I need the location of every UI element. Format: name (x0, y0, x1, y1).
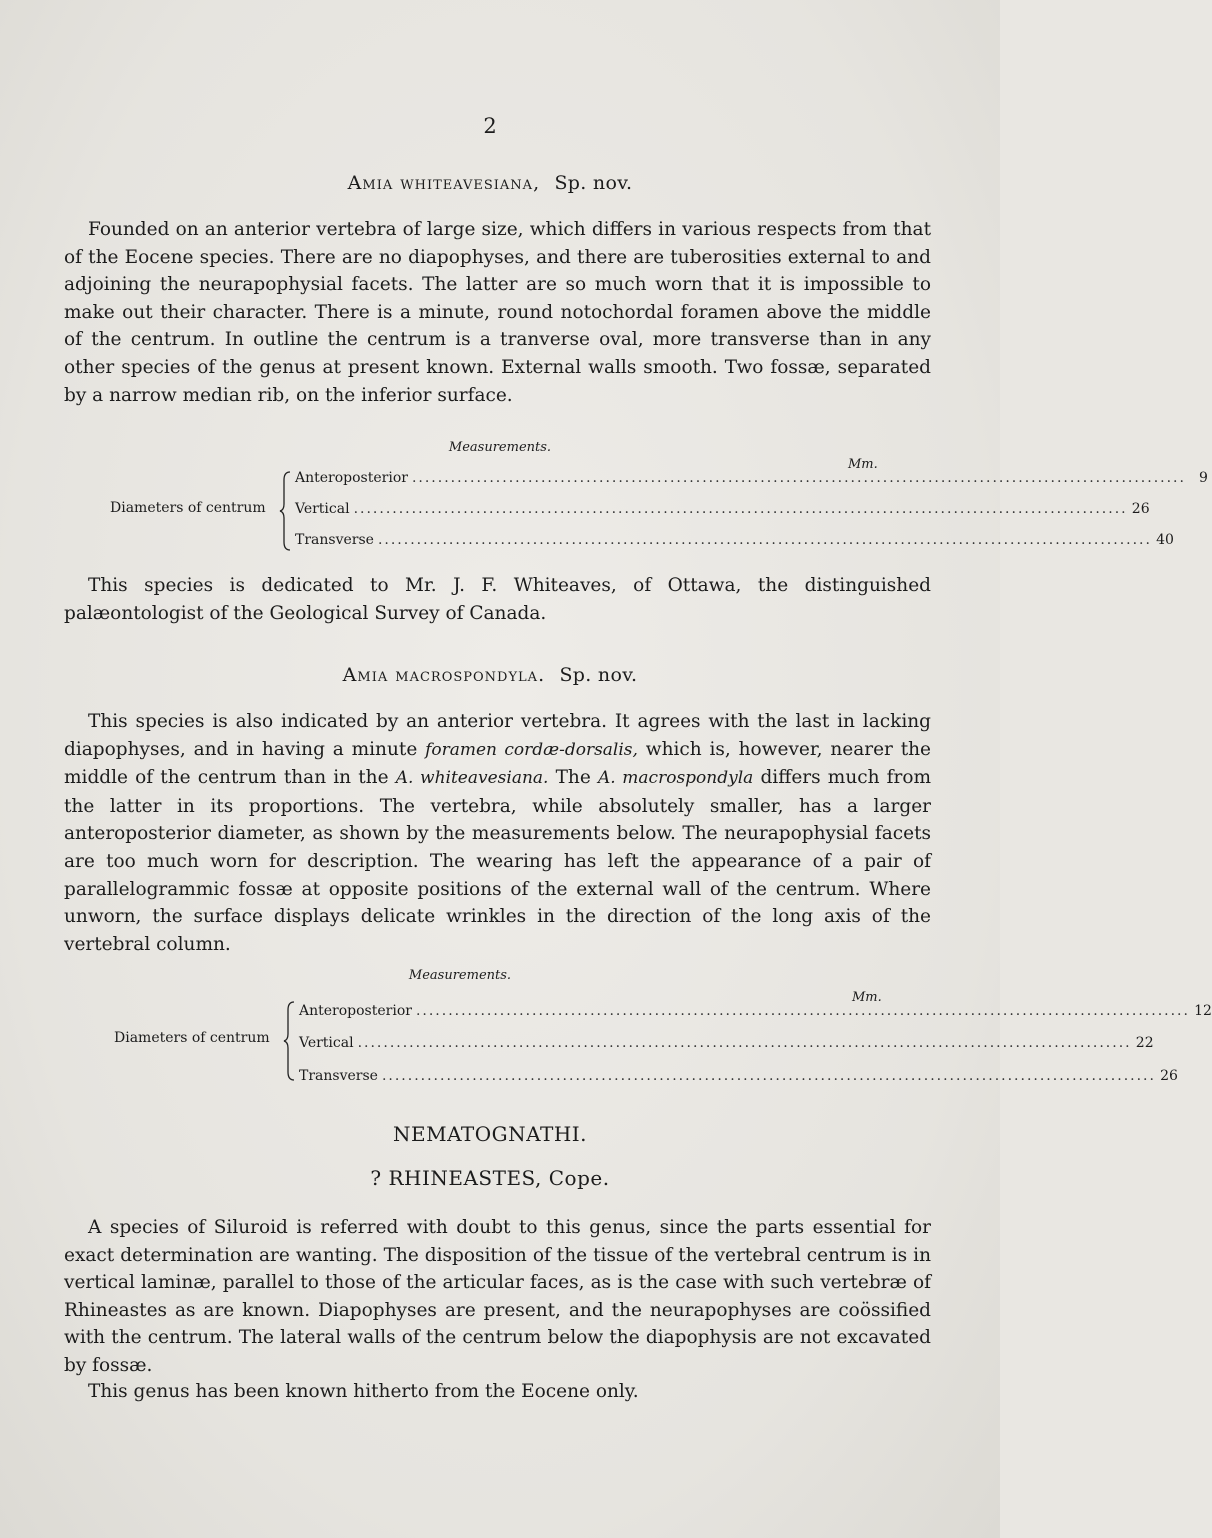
leader-dots: ........................................................................................................................ (377, 532, 1152, 548)
leader-dots: ........................................................................................................................ (353, 501, 1128, 517)
unit-label: Mm. (852, 990, 882, 1005)
italic-term: A. whiteavesiana. (395, 768, 549, 789)
order-heading: NEMATOGNATHI. (392, 1122, 588, 1146)
measurement-row (295, 470, 1208, 500)
measurement-table-1 (295, 470, 1208, 562)
species-status: Sp. nov. (559, 664, 638, 686)
brace-icon (282, 1000, 296, 1082)
measurement-row (295, 532, 1174, 562)
measurement-label: Vertical (295, 501, 350, 517)
measurement-value: 26 (1160, 1068, 1178, 1084)
measurement-table-2 (299, 1003, 1212, 1098)
measurement-row (295, 501, 1150, 532)
measurement-value: 9 (1199, 470, 1208, 486)
paragraph-text: The (548, 767, 598, 789)
measurement-value: 22 (1135, 1035, 1154, 1051)
measurement-row (299, 1003, 1212, 1033)
paragraph-text: differs much from the latter in its proportions. The vertebra, while absolutely smaller, has a larger anteroposterior diameter, as shown by the measurements below. The neurapophysial facets are too much worn for description. The wearing has left the appearance of a pair of parallelogrammic fossæ at opposite positions of the external wall of the centrum. Where unworn, the surface displays delicate wrinkles in the direction of the long axis of the vertebral column. (64, 767, 932, 955)
leader-dots: ........................................................................................................................ (381, 1068, 1156, 1084)
measurement-value: 26 (1131, 501, 1150, 517)
genus-heading: ? RHINEASTES, Cope. (370, 1166, 610, 1190)
brace-icon (278, 470, 292, 552)
closing-paragraph: This genus has been known hitherto from the Eocene only. (88, 1381, 639, 1402)
italic-term: foramen cordæ-dorsalis, (425, 739, 638, 760)
measurement-label: Transverse (295, 532, 374, 548)
measurement-group-label: Diameters of centrum (110, 500, 266, 516)
species-name: Amia macrospondyla. (342, 664, 546, 686)
measurement-label: Anteroposterior (299, 1003, 412, 1019)
measurement-label: Anteroposterior (295, 470, 408, 486)
species-heading-macrospondyla (0, 664, 980, 686)
page-number: 2 (483, 114, 497, 138)
description-paragraph-rhineastes: A species of Siluroid is referred with doubt to this genus, since the parts essential for exact determination are wanting. The disposition of the tissue of the vertebral centrum is in vertical laminæ, parallel to those of the articular faces, as is the case with such vertebræ of Rhineastes as are known. Diapophyses are present, and the neurapophyses are coössified with the centrum. The lateral walls of the centrum below the diapophysis are not excavated by fossæ. (64, 1217, 931, 1376)
measurement-value: 12 (1194, 1003, 1212, 1019)
leader-dots: ........................................................................................................................ (357, 1035, 1132, 1051)
measurement-group-label: Diameters of centrum (114, 1030, 270, 1046)
unit-label: Mm. (848, 457, 878, 472)
leader-dots: ........................................................................................................................ (411, 470, 1186, 486)
description-paragraph-macrospondyla (64, 708, 931, 958)
description-paragraph-whiteavesiana: Founded on an anterior vertebra of large size, which differs in various respects from that of the Eocene species. There are no diapophyses, and there are tuberosities external to and adjoining the neurapophysial facets. The latter are so much worn that it is impossible to make out their character. There is a minute, round notochordal foramen above the middle of the centrum. In outline the centrum is a tranverse oval, more transverse than in any other species of the genus at present known. External walls smooth. Two fossæ, separated by a narrow median rib, on the inferior surface. (64, 219, 931, 406)
paragraph-text: This species is also indicated by an anterior vertebra. It agrees with the last in lacking diapophyses, and in having a minute (64, 711, 931, 760)
species-name: Amia whiteavesiana, (347, 172, 541, 194)
measurement-value: 40 (1156, 532, 1174, 548)
measurement-label: Vertical (299, 1035, 354, 1051)
paragraph-text: which is, however, nearer the middle of the centrum than in the (64, 738, 932, 789)
species-status: Sp. nov. (554, 172, 633, 194)
measurement-label: Transverse (299, 1068, 378, 1084)
measurements-title: Measurements. (408, 968, 512, 983)
measurements-title: Measurements. (448, 440, 552, 455)
dedication-paragraph: This species is dedicated to Mr. J. F. Whiteaves, of Ottawa, the distinguished palæontologist of the Geological Survey of Canada. (64, 575, 931, 624)
measurement-row (299, 1068, 1178, 1098)
italic-term: A. macrospondyla (597, 768, 754, 789)
species-heading-whiteavesiana (0, 172, 980, 194)
measurement-row (299, 1035, 1154, 1066)
leader-dots: ........................................................................................................................ (415, 1003, 1190, 1019)
